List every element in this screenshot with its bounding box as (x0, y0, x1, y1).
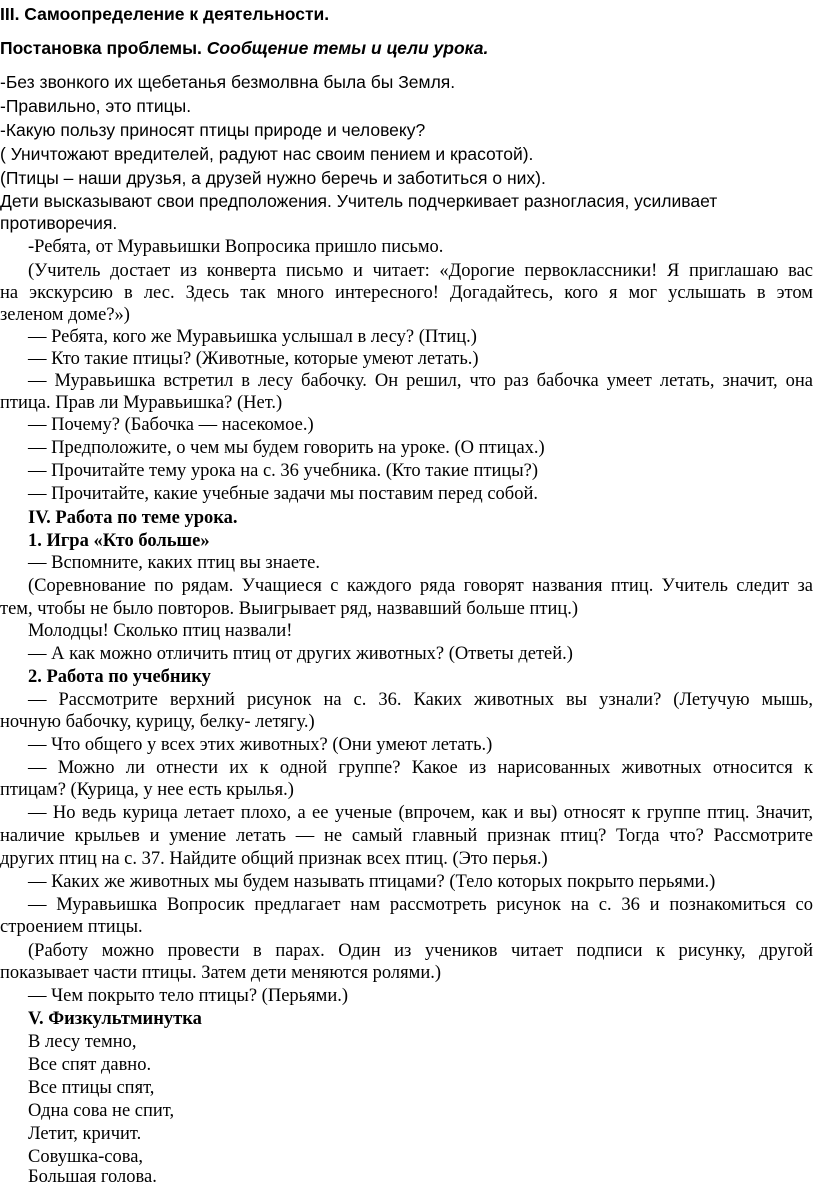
textbook-text: — Можно ли отнести их к одной группе? Какое из нарисованных животных относится к (28, 758, 813, 778)
textbook-text: наличие крыльев и умение летать — не самый главный признак птиц? Тогда что? Рассмотрите (0, 826, 813, 846)
discussion-line-6: Дети высказывают свои предположения. Учитель подчеркивает разногласия, усиливает (0, 191, 718, 211)
distinguish-line: — А как можно отличить птиц от других животных? (Ответы детей.) (28, 644, 573, 664)
poem-line: Все спят давно. (28, 1055, 152, 1075)
game-heading: 1. Игра «Кто больше» (28, 531, 210, 551)
letter-intro: -Ребята, от Муравьишки Вопросика пришло письмо. (28, 237, 444, 257)
butterfly-text-1: — Муравьишка встретил в лесу бабочку. Он решил, что раз бабочка умеет летать, значит, она (28, 371, 813, 391)
problem-label: Постановка проблемы. (0, 38, 202, 58)
letter-text-3: зеленом доме?») (0, 305, 130, 325)
dialog-line: — Кто такие птицы? (Животные, которые умеют летать.) (28, 349, 479, 369)
discussion-line-3: -Какую пользу приносят птицы природе и человеку? (0, 120, 426, 140)
discussion-line-2: -Правильно, это птицы. (0, 96, 192, 116)
textbook-text: других птиц на с. 37. Найдите общий признак всех птиц. (Это перья.) (0, 849, 548, 869)
dialog-line: — Предположите, о чем мы будем говорить на уроке. (О птицах.) (28, 438, 545, 458)
problem-line (0, 37, 488, 59)
textbook-text: (Работу можно провести в парах. Один из учеников читает подписи к рисунку, другой (28, 941, 813, 961)
textbook-text: — Чем покрыто тело птицы? (Перьями.) (28, 986, 349, 1006)
textbook-text: — Каких же животных мы будем называть птицами? (Тело которых покрыто перьями.) (28, 872, 716, 892)
letter-text-1: (Учитель достает из конверта письмо и читает: «Дорогие первоклассники! Я приглашаю вас (28, 261, 813, 281)
game-text-2: тем, чтобы не было повторов. Выигрывает ряд, назвавший больше птиц.) (0, 599, 579, 619)
poem-line: Совушка-сова, (28, 1147, 144, 1167)
dialog-line: — Почему? (Бабочка — насекомое.) (28, 415, 314, 435)
dialog-line: — Прочитайте, какие учебные задачи мы поставим перед собой. (28, 484, 538, 504)
praise-line: Молодцы! Сколько птиц назвали! (28, 621, 293, 641)
discussion-line-1: -Без звонкого их щебетанья безмолвна была бы Земля. (0, 72, 456, 92)
poem-line: В лесу темно, (28, 1032, 137, 1052)
dialog-line: — Прочитайте тему урока на с. 36 учебника. (Кто такие птицы?) (28, 461, 539, 481)
textbook-text: — Но ведь курица летает плохо, а ее ученые (впрочем, как и вы) относят к группе птиц. Значит, (28, 803, 813, 823)
textbook-text: — Что общего у всех этих животных? (Они умеют летать.) (28, 735, 493, 755)
butterfly-text-2: птица. Прав ли Муравьишка? (Нет.) (0, 393, 283, 413)
textbook-text: — Рассмотрите верхний рисунок на с. 36. Каких животных вы узнали? (Летучую мышь, (28, 690, 813, 710)
letter-text-2: на экскурсию в лес. Здесь так много интересного! Догадайтесь, кого я мог услышать в этом (0, 283, 813, 303)
discussion-line-7: противоречия. (0, 213, 118, 233)
dialog-line: — Ребята, кого же Муравьишка услышал в лесу? (Птиц.) (28, 327, 477, 347)
discussion-line-5: (Птицы – наши друзья, а друзей нужно беречь и заботиться о них). (0, 168, 546, 188)
discussion-line-4: ( Уничтожают вредителей, радуют нас своим пением и красотой). (0, 144, 534, 164)
problem-topic: Сообщение темы и цели урока. (206, 38, 489, 58)
textbook-heading: 2. Работа по учебнику (28, 667, 211, 687)
poem-line: Одна сова не спит, (28, 1101, 175, 1121)
textbook-text: ночную бабочку, курицу, белку- летягу.) (0, 712, 315, 732)
poem-line: Большая голова. (28, 1167, 157, 1187)
textbook-text: показывает части птицы. Затем дети меняются ролями.) (0, 963, 442, 983)
poem-line: Все птицы спят, (28, 1078, 155, 1098)
game-question: — Вспомните, каких птиц вы знаете. (28, 553, 320, 573)
game-text-1: (Соревнование по рядам. Учащиеся с каждого ряда говорят названия птиц. Учитель следит за (28, 576, 813, 596)
poem-line: Летит, кричит. (28, 1124, 142, 1144)
textbook-text: строением птицы. (0, 917, 143, 937)
section-5-heading: V. Физкультминутка (28, 1009, 202, 1029)
section-3-heading: III. Самоопределение к деятельности. (0, 4, 330, 24)
textbook-text: птицам? (Курица, у нее есть крылья.) (0, 780, 294, 800)
section-4-heading: IV. Работа по теме урока. (28, 508, 238, 528)
textbook-text: — Муравьишка Вопросик предлагает нам рассмотреть рисунок на с. 36 и познакомиться со (28, 895, 813, 915)
